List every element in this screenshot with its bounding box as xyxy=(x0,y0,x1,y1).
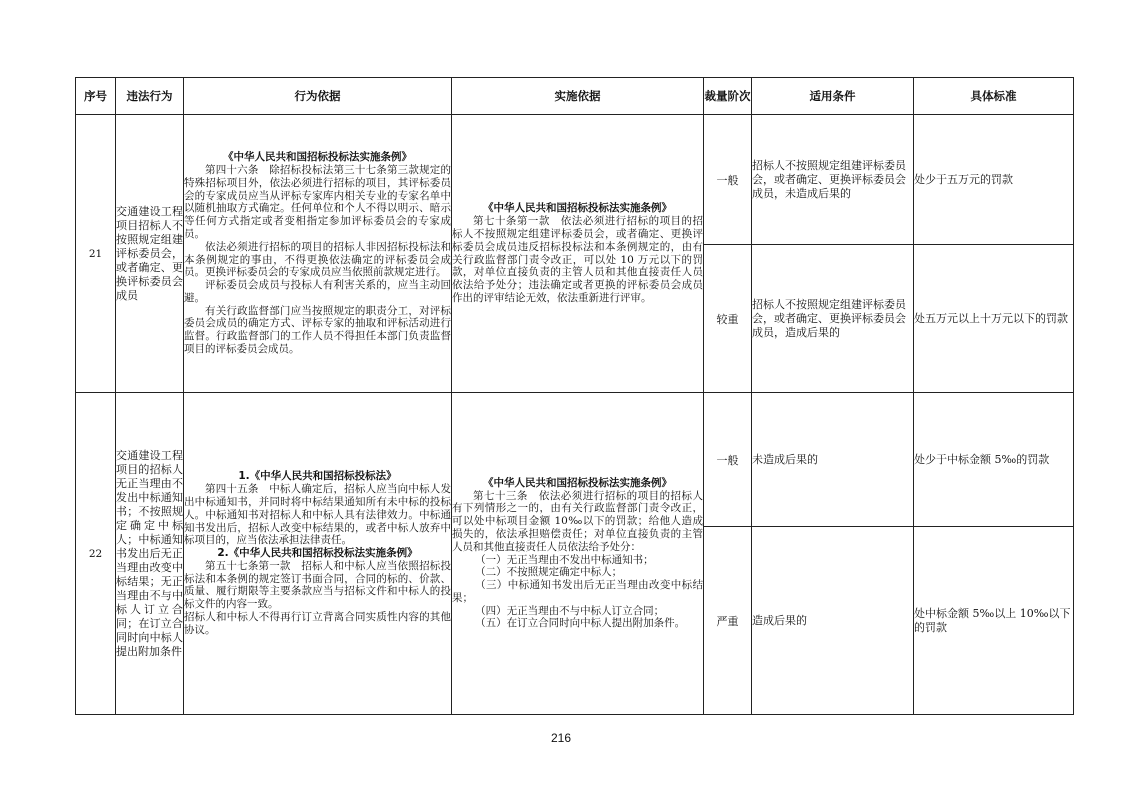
table-row xyxy=(76,115,1074,245)
discretion-level: 严重 xyxy=(704,527,752,715)
header-no: 序号 xyxy=(76,78,116,115)
impl-list-item: （二）不按照规定确定中标人； xyxy=(475,566,623,579)
basis-paragraph: 招标人和中标人不得再行订立背离合同实质性内容的其他协议。 xyxy=(184,611,451,636)
applicable-condition: 招标人不按照规定组建评标委员会，或者确定、更换评标委员会成员，造成后果的 xyxy=(752,245,914,393)
header-conditions: 适用条件 xyxy=(752,78,914,115)
basis-paragraph: 有关行政监督部门应当按照规定的职责分工，对评标委员会成员的确定方式、评标专家的抽取和评标活动进行监督。行政监督部门的工作人员不得担任本部门负责监督项目的评标委员会成员。 xyxy=(184,304,451,356)
table-row xyxy=(76,393,1074,527)
applicable-condition: 招标人不按照规定组建评标委员会，或者确定、更换评标委员会成员，未造成后果的 xyxy=(752,115,914,245)
header-row xyxy=(76,78,1074,115)
row-number: 21 xyxy=(76,115,116,393)
basis-title: 2.《中华人民共和国招标投标法实施条例》 xyxy=(217,547,418,560)
penalty-discretion-table xyxy=(75,77,1074,715)
impl-list-item: （五）在订立合同时向中标人提出附加条件。 xyxy=(475,617,686,630)
basis-paragraph: 第四十五条 中标人确定后，招标人应当向中标人发出中标通知书，并同时将中标结果通知所有未中标的投标人。中标通知书对招标人和中标人具有法律效力。中标通知书发出后，招标人改变中标结果的，或者中标人放弃中标项目的，应当依法承担法律责任。 xyxy=(184,483,451,547)
violation-text: 交通建设工程项目的招标人无正当理由不发出中标通知书；不按照规定确定中标人；中标通知书发出后无正当理由改变中标结果；无正当理由不与中标人订立合同；在订立合同时向中标人提出附加条件 xyxy=(116,393,184,715)
applicable-condition: 造成后果的 xyxy=(752,527,914,715)
discretion-level: 较重 xyxy=(704,245,752,393)
basis-paragraph: 依法必须进行招标的项目的招标人非因招标投标法和本条例规定的事由，不得更换依法确定的评标委员会成员。更换评标委员会的专家成员应当依照前款规定进行。 xyxy=(184,240,451,279)
impl-title: 《中华人民共和国招标投标法实施条例》 xyxy=(483,476,672,489)
specific-standard: 处五万元以上十万元以下的罚款 xyxy=(914,245,1074,393)
basis-title: 《中华人民共和国招标投标法实施条例》 xyxy=(223,151,412,164)
basis-title: 1.《中华人民共和国招标投标法》 xyxy=(238,470,397,483)
specific-standard: 处少于中标金额 5‰的罚款 xyxy=(914,393,1074,527)
specific-standard: 处少于五万元的罚款 xyxy=(914,115,1074,245)
page-number: 216 xyxy=(550,731,572,745)
discretion-level: 一般 xyxy=(704,115,752,245)
basis-paragraph: 评标委员会成员与投标人有利害关系的，应当主动回避。 xyxy=(184,279,451,304)
header-legal-basis: 行为依据 xyxy=(184,78,452,115)
header-implementation-basis: 实施依据 xyxy=(452,78,704,115)
applicable-condition: 未造成后果的 xyxy=(752,393,914,527)
header-discretion-level: 裁量阶次 xyxy=(704,78,752,115)
discretion-level: 一般 xyxy=(704,393,752,527)
impl-title: 《中华人民共和国招标投标法实施条例》 xyxy=(483,202,672,215)
impl-list-item: （三）中标通知书发出后无正当理由改变中标结果； xyxy=(452,579,703,604)
impl-paragraph: 第七十条第一款 依法必须进行招标的项目的招标人不按照规定组建评标委员会，或者确定、更换评标委员会成员违反招标投标法和本条例规定的，由有关行政监督部门责令改正，可以处 10 万元以下的罚款，对单位直接负责的主管人员和其他直接责任人员依法给予处分；违法确定或者更换的评标委员会成员作出的评审结论无效，依法重新进行评审。 xyxy=(452,215,703,304)
legal-basis-cell xyxy=(184,393,452,715)
header-standard: 具体标准 xyxy=(914,78,1074,115)
impl-paragraph: 第七十三条 依法必须进行招标的项目的招标人有下列情形之一的，由有关行政监督部门责令改正，可以处中标项目金额 10‰以下的罚款；给他人造成损失的，依法承担赔偿责任；对单位直接负责的主管人员和其他直接责任人员依法给予处分： xyxy=(452,489,703,553)
impl-list-item: （一）无正当理由不发出中标通知书； xyxy=(475,553,654,566)
violation-text: 交通建设工程项目招标人不按照规定组建评标委员会，或者确定、更换评标委员会成员 xyxy=(116,115,184,393)
header-violation: 违法行为 xyxy=(116,78,184,115)
row-number: 22 xyxy=(76,393,116,715)
impl-list-item: （四）无正当理由不与中标人订立合同； xyxy=(475,604,665,617)
basis-paragraph: 第四十六条 除招标投标法第三十七条第三款规定的特殊招标项目外，依法必须进行招标的项目，其评标委员会的专家成员应当从评标专家库内相关专业的专家名单中以随机抽取方式确定。任何单位和个人不得以明示、暗示等任何方式指定或者变相指定参加评标委员会的专家成员。 xyxy=(184,163,451,240)
implementation-basis-cell xyxy=(452,115,704,393)
specific-standard: 处中标金额 5‰以上 10‰以下的罚款 xyxy=(914,527,1074,715)
basis-paragraph: 第五十七条第一款 招标人和中标人应当依照招标投标法和本条例的规定签订书面合同，合同的标的、价款、质量、履行期限等主要条款应当与招标文件和中标人的投标文件的内容一致。 xyxy=(184,559,451,611)
implementation-basis-cell xyxy=(452,393,704,715)
legal-basis-cell xyxy=(184,115,452,393)
